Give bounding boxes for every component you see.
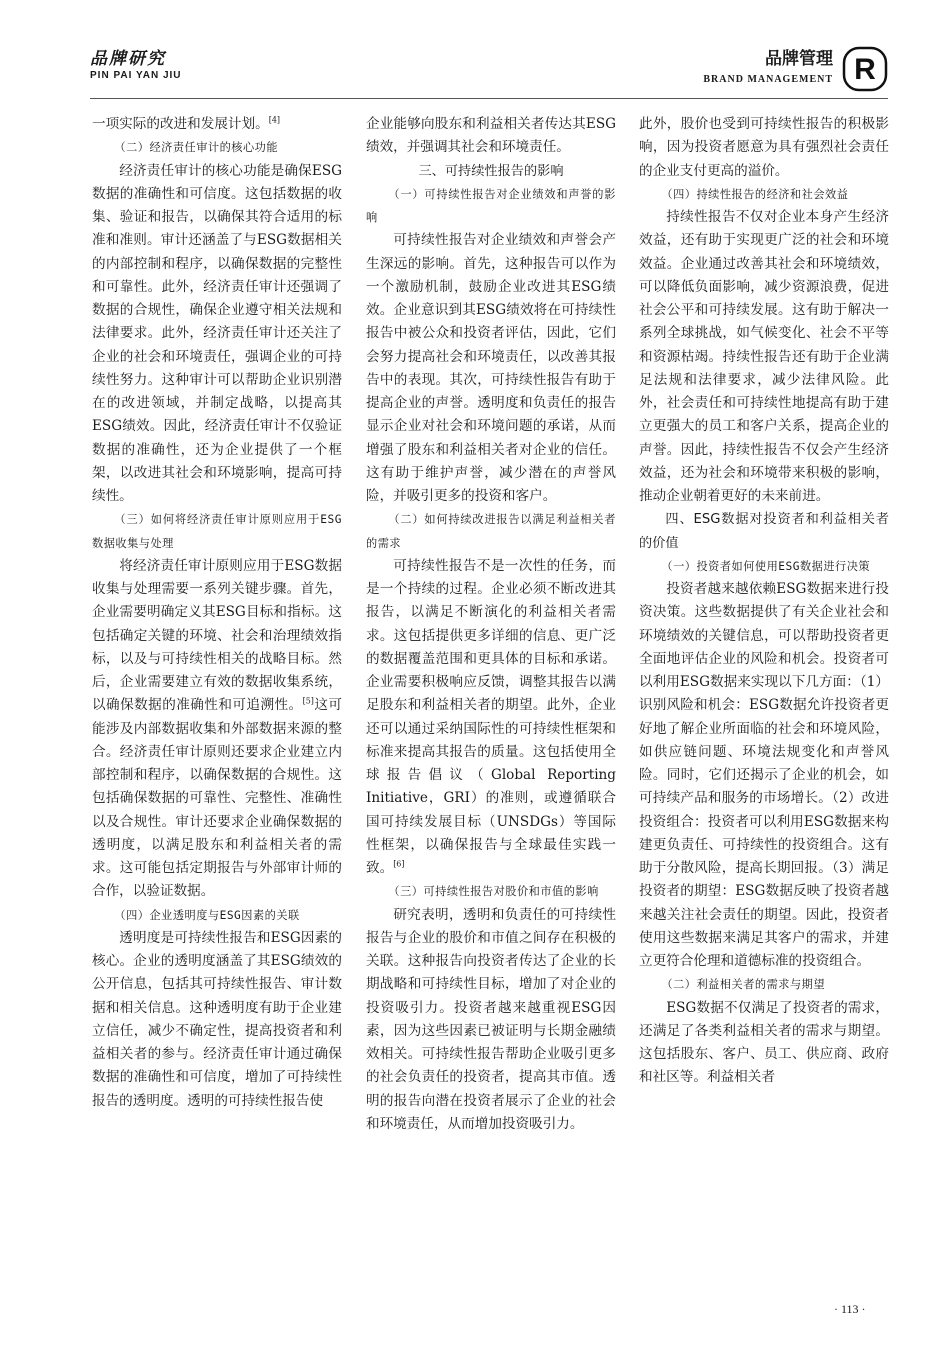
section-title-en: BRAND MANAGEMENT — [703, 74, 833, 85]
paragraph: 此外，股价也受到可持续性报告的积极影响，因为投资者愿意为具有强烈社会责任的企业支付更高的溢价。 — [639, 116, 889, 179]
subsection-heading: （一）投资者如何使用ESG数据进行决策 — [661, 559, 871, 573]
subsection-heading: （三）如何将经济责任审计原则应用于ESG数据收集与处理 — [92, 513, 342, 550]
subsection-heading: （三）可持续性报告对股价和市值的影响 — [388, 885, 599, 899]
registered-symbol-text: R — [854, 53, 876, 86]
paragraph: 投资者越来越依赖ESG数据来进行投资决策。这些数据提供了有关企业社会和环境绩效的关键信息，可以帮助投资者更全面地评估企业的风险和机会。投资者可以利用ESG数据来实现以下几方面：（1）识别风险和机会：ESG数据允许投资者更好地了解企业所面临的社会和环境风险，如供应链问题、环境法规变化和声誉风险。同时，它们还揭示了企业的机会，如可持续产品和服务的市场增长。（2）改进投资组合：投资者可以利用ESG数据来构建更负责任、可持续性的投资组合。这有助于分散风险，提高长期回报。（3）满足投资者的期望：ESG数据反映了投资者越来越关注社会责任的期望。因此，投资者使用这些数据来满足其客户的需求，并建立更符合伦理和道德标准的投资组合。 — [639, 581, 889, 969]
registered-trademark-icon — [842, 46, 888, 92]
journal-title-pinyin: PIN PAI YAN JIU — [90, 70, 182, 81]
page-header — [0, 0, 950, 110]
paragraph: 研究表明，透明和负责任的可持续性报告与企业的股价和市值之间存在积极的关联。这种报告向投资者传达了企业的长期战略和可持续性目标，增加了对企业的投资吸引力。投资者越来越重视ESG因素，因为这些因素已被证明与长期金融绩效相关。可持续性报告帮助企业吸引更多的社会负责任的投资者，提高其市值。透明的报告向潜在投资者展示了企业的社会和环境责任，从而增加投资吸引力。 — [366, 906, 616, 1132]
citation-ref: [4] — [268, 115, 281, 125]
subsection-heading: （一）可持续性报告对企业绩效和声誉的影响 — [366, 187, 616, 224]
journal-title-cn: 品牌研究 — [90, 49, 166, 69]
citation-ref: [5] — [302, 696, 314, 706]
subsection-heading: （二）利益相关者的需求与期望 — [661, 978, 826, 992]
paragraph: 可持续性报告不是一次性的任务，而是一个持续的过程。企业必须不断改进其报告，以满足不断演化的利益相关者需求。这包括提供更多详细的信息、更广泛的数据覆盖范围和更具体的目标和承诺。企业需要积极响应反馈，调整其报告以满足股东和利益相关者的期望。此外，企业还可以通过采纳国际性的可持续性框架和标准来提高其报告的质量。这包括使用全球报告倡议（Global Reporting Initiative，GRI）的准则，或遵循联合国可持续发展目标（UNSDGs）等国际性框架，以确保报告与全球最佳实践一致。[6] — [366, 557, 616, 876]
paragraph: ESG数据不仅满足了投资者的需求，还满足了各类利益相关者的需求与期望。这包括股东、客户、员工、供应商、政府和社区等。利益相关者 — [639, 999, 889, 1086]
text-column-1 — [92, 113, 342, 1113]
section-heading: 三、可持续性报告的影响 — [418, 163, 564, 179]
header-divider — [90, 98, 888, 99]
text-column-3 — [639, 113, 889, 1090]
paragraph: 持续性报告不仅对企业本身产生经济效益，还有助于实现更广泛的社会和环境效益。企业通过改善其社会和环境绩效，可以降低负面影响，减少资源浪费，促进社会公平和可持续发展。这有助于解决一系列全球挑战，如气候变化、社会不平等和资源枯竭。持续性报告还有助于企业满足法规和法律要求，减少法律风险。此外，社会责任和可持续性地提高有助于建立更强大的员工和客户关系，提高企业的声誉。因此，持续性报告不仅会产生经济效益，还为社会和环境带来积极的影响，推动企业朝着更好的未来前进。 — [639, 209, 889, 504]
page-number: · 113 · — [834, 1302, 866, 1316]
citation-ref: [6] — [393, 859, 405, 869]
section-heading: 四、ESG数据对投资者和利益相关者的价值 — [639, 512, 889, 551]
subsection-heading: （二）如何持续改进报告以满足利益相关者的需求 — [366, 513, 616, 550]
paragraph: 将经济责任审计原则应用于ESG数据收集与处理需要一系列关键步骤。首先，企业需要明确定义其ESG目标和指标。这包括确定关键的环境、社会和治理绩效指标，以及与可持续性相关的战略目标。然后，企业需要建立有效的数据收集系统，以确保数据的准确性和可追溯性。[5]这可能涉及内部数据收集和外部数据来源的整合。经济责任审计原则还要求企业建立内部控制和程序，以确保数据的合规性。这包括确保数据的可靠性、完整性、准确性以及合规性。审计还要求企业确保数据的透明度，以满足股东和利益相关者的需求。这可能包括定期报告与外部审计师的合作，以验证数据。 — [92, 557, 342, 900]
subsection-heading: （二）经济责任审计的核心功能 — [114, 141, 279, 155]
subsection-heading: （四）企业透明度与ESG因素的关联 — [114, 908, 300, 922]
paragraph: 经济责任审计的核心功能是确保ESG数据的准确性和可信度。这包括数据的收集、验证和报告，以确保其符合适用的标准和准则。审计还涵盖了与ESG数据相关的内部控制和程序，以确保数据的完整性和可靠性。此外，经济责任审计还强调了数据的合规性，确保企业遵守相关法规和法律要求。此外，经济责任审计还关注了企业的社会和环境责任，强调企业的可持续性努力。这种审计可以帮助企业识别潜在的改进领域，并制定战略，以提高其ESG绩效。因此，经济责任审计不仅验证数据的准确性，还为企业提供了一个框架，以改进其社会和环境影响，提高可持续性。 — [92, 162, 342, 504]
paragraph: 可持续性报告对企业绩效和声誉会产生深远的影响。首先，这种报告可以作为一个激励机制，鼓励企业改进其ESG绩效。企业意识到其ESG绩效将在可持续性报告中被公众和投资者评估，因此，它们会努力提高社会和环境责任，以改善其报告中的表现。其次，可持续性报告有助于提高企业的声誉。透明度和负责任的报告显示企业对社会和环境问题的承诺，从而增强了股东和利益相关者对企业的信任。这有助于维护声誉，减少潜在的声誉风险，并吸引更多的投资和客户。 — [366, 232, 616, 504]
paragraph: 企业能够向股东和利益相关者传达其ESG绩效，并强调其社会和环境责任。 — [366, 116, 616, 156]
text-column-2 — [366, 113, 616, 1136]
paragraph: 一项实际的改进和发展计划。[4] — [92, 115, 281, 132]
paragraph: 透明度是可持续性报告和ESG因素的核心。企业的透明度涵盖了其ESG绩效的公开信息，包括其可持续性报告、审计数据和相关信息。这种透明度有助于企业建立信任，减少不确定性，提高投资者和利益相关者的参与。经济责任审计通过确保数据的准确性和可信度，增加了可持续性报告的透明度。透明的可持续性报告使 — [92, 929, 342, 1109]
section-title-cn: 品牌管理 — [765, 49, 833, 68]
subsection-heading: （四）持续性报告的经济和社会效益 — [661, 187, 849, 201]
